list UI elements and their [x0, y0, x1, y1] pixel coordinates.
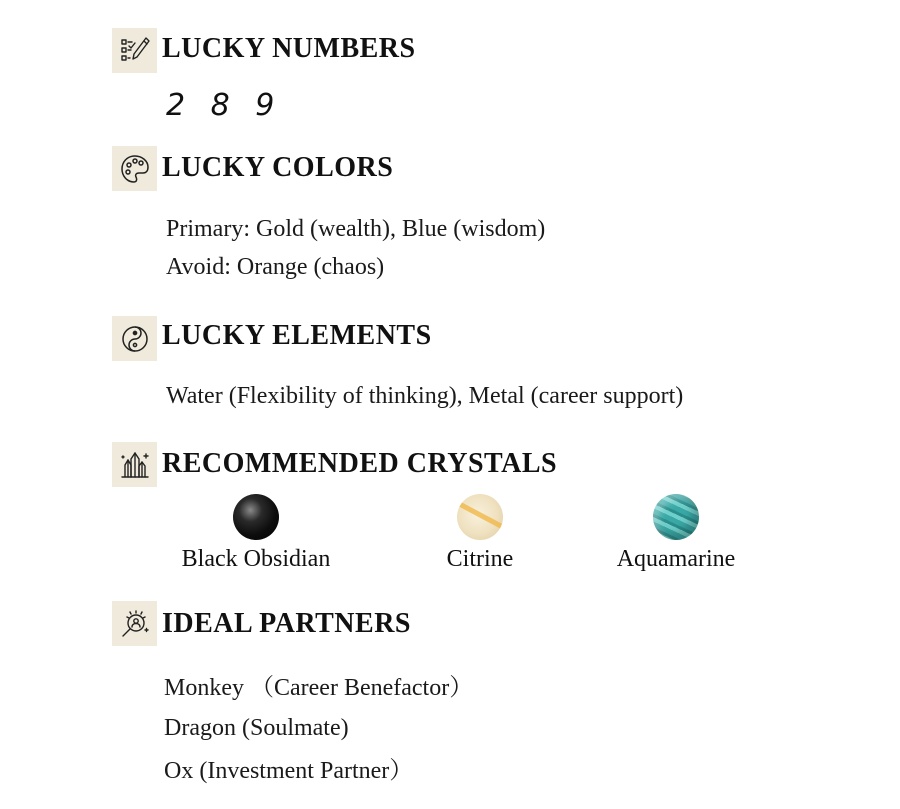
lucky-number: 9 [255, 88, 275, 123]
partner-line: Dragon (Soulmate) [164, 715, 349, 741]
elements-line: Water (Flexibility of thinking), Metal (career support) [166, 383, 684, 409]
crystals-icon [112, 442, 157, 487]
colors-primary-line: Primary: Gold (wealth), Blue (wisdom) [166, 216, 546, 242]
palette-icon [112, 146, 157, 191]
recommended-crystals-heading: RECOMMENDED CRYSTALS [162, 448, 558, 479]
crystal-item [432, 494, 528, 574]
crystal-name: Aquamarine [616, 546, 736, 572]
crystal-item [600, 494, 752, 574]
crystal-name: Black Obsidian [181, 546, 331, 572]
yin-yang-icon [112, 316, 157, 361]
lucky-colors-heading: LUCKY COLORS [162, 152, 394, 183]
lucky-number: 8 [210, 88, 230, 123]
partners-magnifier-icon [112, 601, 157, 646]
black-obsidian-stone [233, 494, 279, 540]
ideal-partners-heading: IDEAL PARTNERS [162, 608, 411, 639]
lucky-elements-heading: LUCKY ELEMENTS [162, 320, 432, 351]
checklist-pencil-icon [112, 28, 157, 73]
colors-avoid-line: Avoid: Orange (chaos) [166, 254, 385, 280]
partner-line: Monkey （Career Benefactor） [164, 675, 474, 701]
crystal-name: Citrine [446, 546, 514, 572]
aquamarine-stone [653, 494, 699, 540]
lucky-numbers-values [166, 86, 290, 126]
lucky-number: 2 [166, 88, 186, 123]
citrine-stone [457, 494, 503, 540]
crystal-item [169, 494, 343, 574]
partner-line: Ox (Investment Partner） [164, 758, 414, 784]
lucky-numbers-heading: LUCKY NUMBERS [162, 33, 416, 64]
